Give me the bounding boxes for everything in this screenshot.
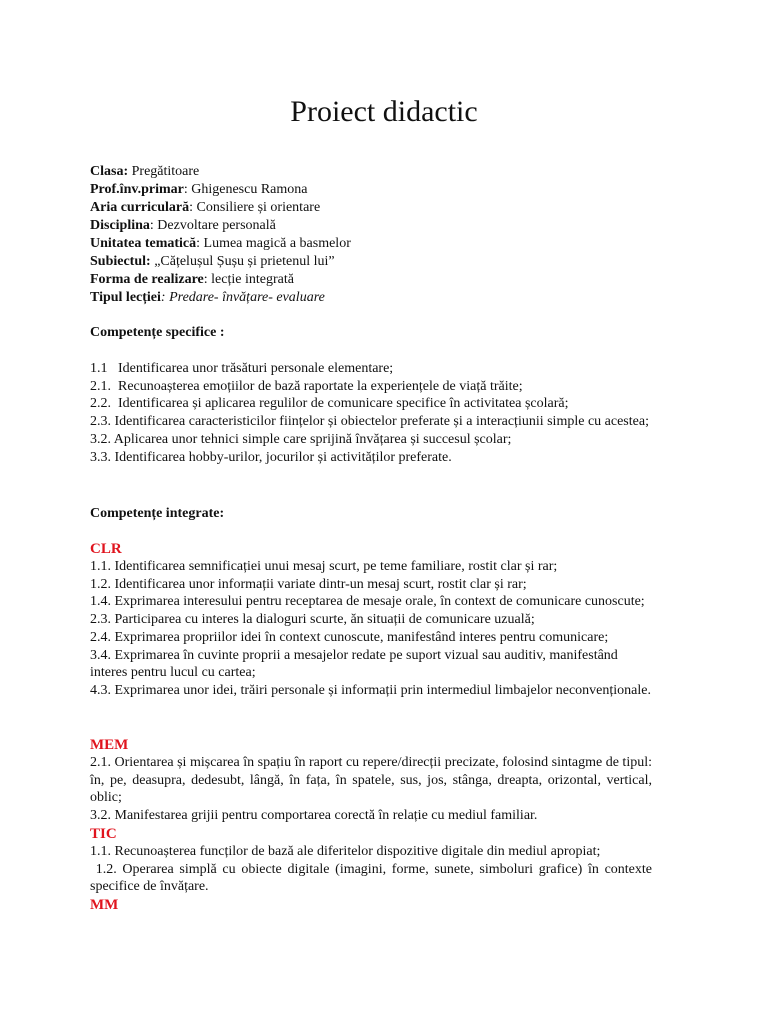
- clr-competence-item: 1.2. Identificarea unor informații variate dintr-un mesaj scurt, rostit clar și rar;: [90, 576, 527, 592]
- meta-row: [90, 271, 650, 289]
- clr-competence-item: 2.3. Participarea cu interes la dialoguri scurte, ăn situații de comunicare uzuală;: [90, 612, 535, 628]
- mem-heading: MEM: [90, 737, 129, 753]
- tic-list: [90, 843, 656, 896]
- meta-value: : Lumea magică a basmelor: [196, 236, 351, 251]
- meta-value: Pregătitoare: [128, 164, 200, 179]
- meta-value: : Consiliere și orientare: [189, 200, 321, 215]
- mem-list: [90, 754, 656, 825]
- specific-competences-list: [90, 360, 652, 466]
- meta-label: Aria curriculară: [90, 200, 190, 215]
- meta-row: [90, 199, 650, 217]
- clr-competence-item: 1.1. Identificarea semnificației unui mesaj scurt, pe teme familiare, rostit clar și rar;: [90, 559, 558, 574]
- tic-competence-item: 1.1. Recunoașterea funcților de bază ale diferitelor dispozitive digitale din mediul apropiat;: [90, 844, 601, 859]
- lesson-meta: [90, 163, 650, 307]
- meta-row: [90, 253, 650, 271]
- clr-list: [90, 558, 652, 700]
- meta-row: [90, 235, 650, 253]
- meta-label: Tipul lecției: [90, 290, 161, 305]
- meta-row: [90, 289, 650, 307]
- clr-heading: CLR: [90, 541, 122, 557]
- specific-competence-item: 2.1. Recunoașterea emoțiilor de bază raportate la experiențele de viață trăite;: [90, 378, 523, 394]
- specific-competence-item: 3.2. Aplicarea unor tehnici simple care sprijină învățarea și succesul școlar;: [90, 431, 512, 447]
- meta-value: : Ghigenescu Ramona: [183, 182, 308, 197]
- specific-competence-item: 1.1 Identificarea unor trăsături personale elementare;: [90, 361, 394, 376]
- meta-label: Disciplina: [90, 218, 150, 233]
- meta-row: [90, 217, 650, 235]
- clr-competence-item: 1.4. Exprimarea interesului pentru receptarea de mesaje orale, în context de comunicare cunoscute;: [90, 594, 645, 610]
- specific-competence-item: 2.2. Identificarea și aplicarea regulilor de comunicare specifice în activitatea școlară;: [90, 396, 569, 412]
- meta-value: : Dezvoltare personală: [149, 218, 276, 233]
- tic-competence-item: 1.2. Operarea simplă cu obiecte digitale (imagini, forme, sunete, simboluri grafice) în contexte specifice de învățare.: [90, 861, 656, 895]
- document-title: Proiect didactic: [290, 95, 478, 128]
- clr-competence-item: 2.4. Exprimarea propriilor idei în context cunoscute, manifestând interes pentru comunicare;: [90, 629, 609, 645]
- integrated-competences-heading: Competențe integrate:: [90, 506, 225, 521]
- meta-value: „Cățelușul Șușu și prietenul lui”: [150, 254, 335, 269]
- meta-label: Unitatea tematică: [90, 236, 197, 251]
- meta-row: [90, 181, 650, 199]
- mem-competence-item: 2.1. Orientarea și mișcarea în spațiu în raport cu repere/direcții precizate, folosind sintagme de tipul: în, pe, deasupra, dedesubt, lângă, în fața, în spatele, sus, jos, stânga, dreapta, orizontal, vertical, oblic;: [90, 755, 656, 806]
- specific-competence-item: 3.3. Identificarea hobby-urilor, jocurilor și activităților preferate.: [90, 449, 452, 465]
- clr-competence-item: 3.4. Exprimarea în cuvinte proprii a mesajelor redate pe suport vizual sau auditiv, manifestând interes pentru lucul cu cartea;: [90, 647, 622, 681]
- mem-competence-item: 3.2. Manifestarea grijii pentru comportarea corectă în relație cu mediul familiar.: [90, 808, 538, 824]
- meta-value: : lecție integrată: [203, 272, 294, 287]
- mm-heading: MM: [90, 897, 119, 913]
- specific-competence-item: 2.3. Identificarea caracteristicilor ființelor și obiectelor preferate și a interacțiunii simple cu acestea;: [90, 414, 649, 430]
- meta-label: Forma de realizare: [90, 272, 204, 287]
- tic-heading: TIC: [90, 826, 117, 842]
- meta-label: Subiectul:: [90, 254, 151, 269]
- clr-competence-item: 4.3. Exprimarea unor idei, trăiri personale și informații prin intermediul limbajelor neconvenționale.: [90, 682, 651, 698]
- specific-competences-heading: Competențe specifice :: [90, 325, 225, 340]
- meta-row: [90, 163, 650, 181]
- meta-label: Prof.înv.primar: [90, 182, 184, 197]
- meta-label: Clasa:: [90, 164, 129, 179]
- meta-value: : Predare- învățare- evaluare: [160, 290, 325, 305]
